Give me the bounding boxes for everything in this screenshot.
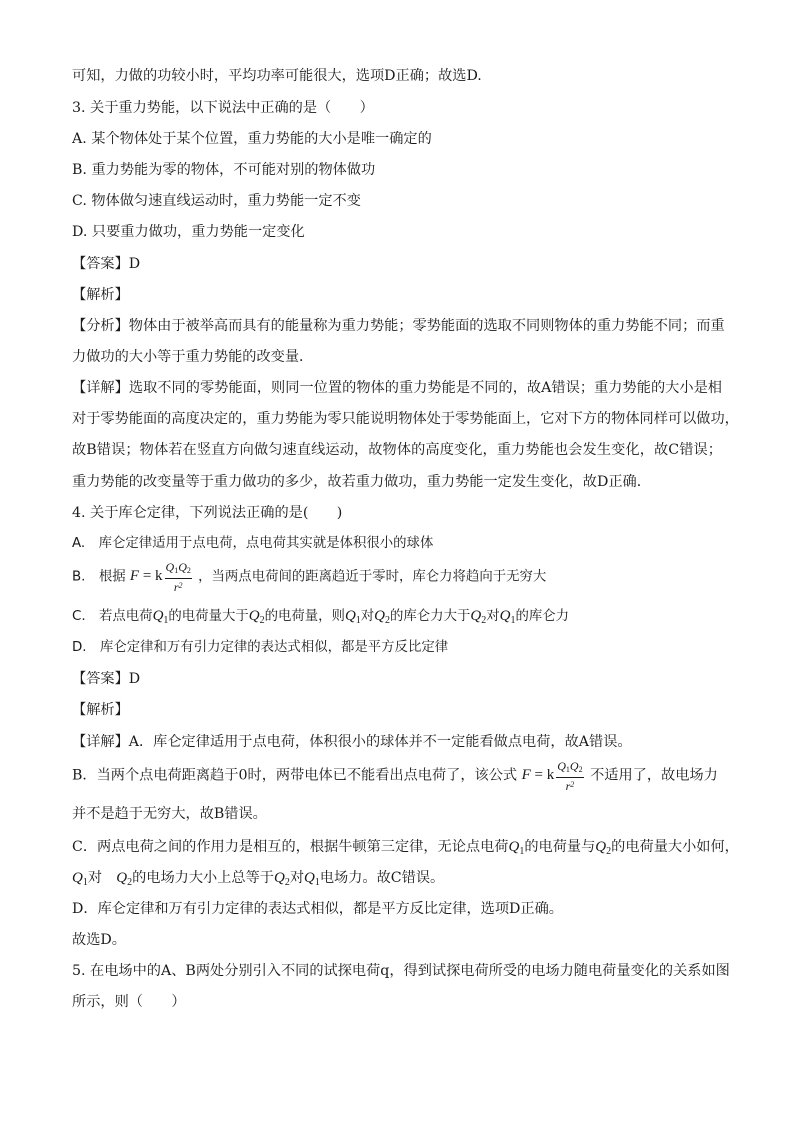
symbol-q1 xyxy=(153,608,169,624)
question-3-detail-line: 【详解】选取不同的零势能面，则同一位置的物体的重力势能是不同的，故A错误；重力势能的大小是相 xyxy=(72,380,722,396)
symbol-q2 xyxy=(274,870,290,886)
formula-subscript: 1 xyxy=(519,846,525,857)
question-4-answer: 【答案】D xyxy=(72,671,141,687)
question-3-analysis-label: 【解析】 xyxy=(72,287,129,303)
text-span: 对 xyxy=(360,609,375,624)
formula-symbol: Q xyxy=(72,870,83,886)
formula-symbol: Q xyxy=(499,608,511,624)
formula-symbol: r xyxy=(565,779,571,793)
formula-symbol: F xyxy=(521,767,531,784)
question-3-option-c: C. 物体做匀速直线运动时，重力势能一定不变 xyxy=(72,193,361,209)
formula-symbol: Q xyxy=(304,870,315,886)
formula-symbol: = k xyxy=(139,568,163,585)
question-4-detail-line: 【详解】A．库仑定律适用于点电荷，体积很小的球体并不一定能看做点电荷，故A错误。 xyxy=(72,734,632,750)
symbol-q1 xyxy=(500,608,516,624)
text-span: 的电荷量大于 xyxy=(168,609,249,624)
formula-symbol: Q xyxy=(374,608,386,624)
text-span: 的库仑力大于 xyxy=(390,609,471,624)
question-5-stem: 5. 在电场中的A、B两处分别引入不同的试探电荷q，得到试探电荷所受的电场力随电荷量变化的关系如图 xyxy=(72,963,730,979)
symbol-q1 xyxy=(508,839,524,855)
question-3-answer: 【答案】D xyxy=(72,256,141,272)
text-line: 可知，力做的功较小时，平均功率可能很大，选项D正确；故选D. xyxy=(72,68,482,84)
symbol-q2 xyxy=(374,608,390,624)
question-3-option-b: B. 重力势能为零的物体，不可能对别的物体做功 xyxy=(72,162,376,178)
question-3-detail-line: 对于零势能面的高度决定的，重力势能为零只能说明物体处于零势能面上，它对下方的物体同样可以做功， xyxy=(72,411,739,427)
question-4-conclusion: 故选D。 xyxy=(72,932,126,948)
formula-symbol: Q xyxy=(116,870,128,886)
symbol-q1 xyxy=(345,608,361,624)
text-span: 对 xyxy=(486,609,500,624)
fraction-denominator xyxy=(165,579,192,593)
formula-fraction xyxy=(165,561,192,593)
formula-symbol: Q xyxy=(470,608,482,624)
formula-coulomb xyxy=(129,560,194,594)
formula-symbol: Q xyxy=(165,560,175,574)
question-3-analysis-line: 力做功的大小等于重力势能的改变量． xyxy=(72,349,314,365)
formula-subscript: 2 xyxy=(127,877,133,888)
question-4-detail-line: 并不是趋于无穷大，故B错误。 xyxy=(72,806,267,822)
question-4-stem: 4. 关于库仑定律，下列说法正确的是( ) xyxy=(72,505,343,521)
question-4-option-d: D. 库仑定律和万有引力定律的表达式相似，都是平方反比定律 xyxy=(72,640,449,655)
symbol-q2 xyxy=(116,870,132,886)
formula-subscript: 1 xyxy=(355,615,361,626)
symbol-q1 xyxy=(304,870,320,886)
formula-symbol: Q xyxy=(569,759,579,773)
formula-fraction xyxy=(556,760,583,792)
formula-symbol: Q xyxy=(344,608,356,624)
text-span: 的库仑力 xyxy=(515,609,569,624)
symbol-q2 xyxy=(470,608,486,624)
text-span: 的电荷量与 xyxy=(524,839,596,855)
formula-symbol: Q xyxy=(248,608,260,624)
formula-subscript: 1 xyxy=(163,615,169,626)
formula-superscript: 2 xyxy=(178,581,183,590)
text-span: B. 根据 xyxy=(72,569,126,585)
formula-superscript: 2 xyxy=(570,780,575,789)
text-span: 的电荷量大小如何， xyxy=(611,839,739,855)
question-4-analysis-label: 【解析】 xyxy=(72,702,129,718)
text-span: C．两点电荷之间的作用力是相互的，根据牛顿第三定律，无论点电荷 xyxy=(72,839,509,855)
text-span: 对 xyxy=(289,870,305,886)
symbol-q2 xyxy=(249,608,265,624)
question-4-detail-line xyxy=(72,760,722,792)
formula-symbol: r xyxy=(173,580,179,594)
question-4-detail-line xyxy=(72,868,722,893)
formula-symbol: Q xyxy=(508,839,520,855)
formula-subscript: 2 xyxy=(284,877,290,888)
formula-subscript: 2 xyxy=(186,566,191,575)
text-span: ，当两点电荷间的距离趋近于零时，库仑力将趋向于无穷大 xyxy=(198,569,547,585)
question-3-option-a: A. 某个物体处于某个位置，重力势能的大小是唯一确定的 xyxy=(72,131,432,147)
formula-symbol: Q xyxy=(152,608,164,624)
question-3-detail-line: 重力势能的改变量等于重力做功的多少，故若重力做功，重力势能一定发生变化，故D正确． xyxy=(72,474,651,490)
text-span: B．当两个点电荷距离趋于0时，两带电体已不能看出点电荷了，该公式 xyxy=(72,767,518,784)
text-span: 不适用了，故电场力 xyxy=(590,767,718,784)
question-4-option-c xyxy=(72,606,722,631)
text-span: 的电荷量，则 xyxy=(264,609,345,624)
formula-symbol: Q xyxy=(178,560,187,574)
question-4-option-b xyxy=(72,561,722,593)
text-span: 电场力。故C错误。 xyxy=(319,870,445,886)
formula-subscript: 2 xyxy=(578,765,583,774)
text-span: C. 若点电荷 xyxy=(72,609,153,624)
text-span: 对 xyxy=(87,870,117,886)
question-4-option-a: A. 库仑定律适用于点电荷，点电荷其实就是体积很小的球体 xyxy=(72,536,434,551)
formula-symbol: Q xyxy=(557,759,566,773)
question-3-analysis-line: 【分析】物体由于被举高而具有的能量称为重力势能；零势能面的选取不同则物体的重力势能不同；而重 xyxy=(72,318,725,334)
formula-coulomb xyxy=(521,759,586,793)
question-4-detail-line xyxy=(72,837,739,862)
formula-symbol: Q xyxy=(273,870,285,886)
symbol-q2 xyxy=(595,839,611,855)
formula-subscript: 2 xyxy=(259,615,265,626)
question-3-detail-line: 故B错误；物体若在竖直方向做匀速直线运动，故物体的高度变化，重力势能也会发生变化，故C错误； xyxy=(72,442,722,458)
formula-subscript: 1 xyxy=(510,615,516,626)
question-5-stem: 所示，则（ ） xyxy=(72,994,186,1010)
formula-symbol: Q xyxy=(595,839,607,855)
fraction-numerator xyxy=(556,760,583,778)
question-4-detail-line: D．库仑定律和万有引力定律的表达式相似，都是平方反比定律，选项D正确。 xyxy=(72,901,563,917)
formula-subscript: 2 xyxy=(385,615,391,626)
formula-symbol: F xyxy=(129,568,140,585)
fraction-denominator xyxy=(556,778,583,792)
formula-subscript: 1 xyxy=(314,877,320,888)
question-3-stem: 3. 关于重力势能，以下说法中正确的是（ ） xyxy=(72,100,374,116)
question-3-option-d: D. 只要重力做功，重力势能一定变化 xyxy=(72,224,305,240)
formula-subscript: 2 xyxy=(481,615,487,626)
formula-subscript: 2 xyxy=(606,846,612,857)
symbol-q1 xyxy=(72,870,88,886)
formula-symbol: = k xyxy=(530,767,555,784)
formula-subscript: 1 xyxy=(174,566,179,575)
formula-subscript: 1 xyxy=(82,877,88,888)
fraction-numerator xyxy=(165,561,192,579)
formula-subscript: 1 xyxy=(565,765,570,774)
text-span: 的电场力大小上总等于 xyxy=(132,870,274,886)
